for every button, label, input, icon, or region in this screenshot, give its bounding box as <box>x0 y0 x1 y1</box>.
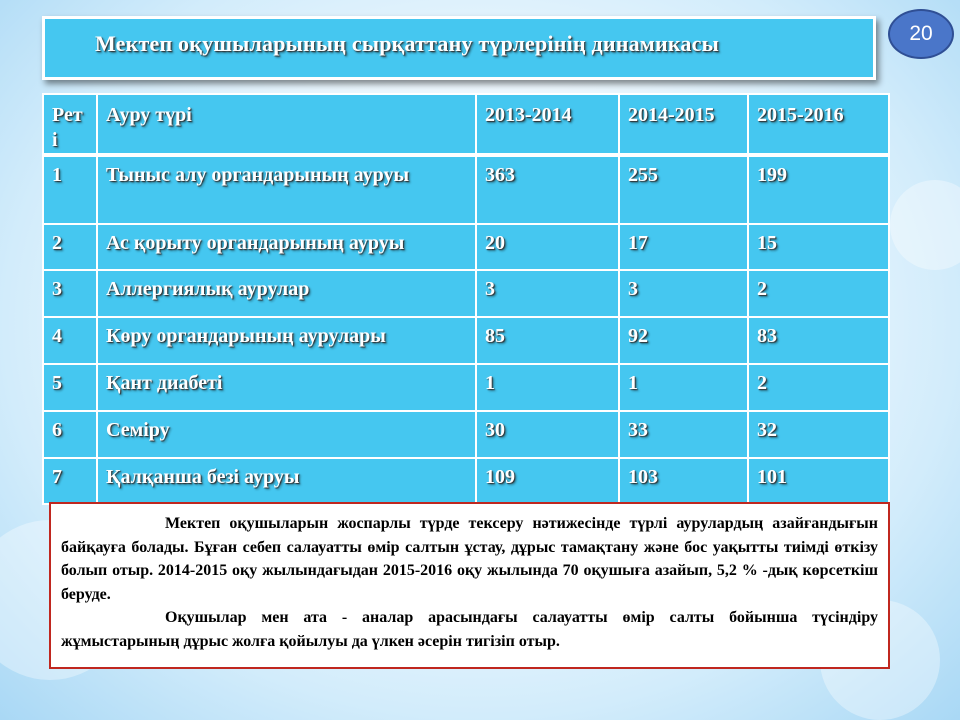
conclusion-paragraph-2: Оқушылар мен ата - аналар арасындағы салауатты өмір салты бойынша түсіндіру жұмыстарының дұрыс жолға қойылуы да үлкен әсерін тигізіп отыр. <box>61 609 878 650</box>
row-number: 3 <box>43 270 97 317</box>
conclusion-paragraph-1: Мектеп оқушыларын жоспарлы түрде тексеру нәтижесінде түрлі аурулардың азайғандығын байқауға болады. Бұған себеп салауатты өмір салтын ұстау, дұрыс тамақтану және бос уақытты тиімді өткізу болып отыр. 2014-2015 оқу жылындағыдан 2015-2016 оқу жылында 70 оқушыға азайып, 5,2 % -дық көрсеткіш беруде. <box>61 515 878 603</box>
value-2014-2015: 1 <box>619 364 748 411</box>
table-header-row <box>43 94 889 155</box>
slide-number: 20 <box>909 22 933 45</box>
header-disease-type: Ауру түрі <box>97 94 476 155</box>
value-2015-2016: 199 <box>748 155 889 224</box>
disease-table <box>42 93 890 505</box>
row-number: 7 <box>43 458 97 504</box>
disease-name: Қалқанша безі ауруы <box>97 458 476 504</box>
table-row <box>43 224 889 270</box>
value-2013-2014: 109 <box>476 458 619 504</box>
value-2013-2014: 363 <box>476 155 619 224</box>
row-number: 2 <box>43 224 97 270</box>
value-2015-2016: 15 <box>748 224 889 270</box>
value-2015-2016: 32 <box>748 411 889 458</box>
disease-name: Көру органдарының аурулары <box>97 317 476 364</box>
slide-number-badge <box>888 9 954 59</box>
disease-name: Ас қорыту органдарының ауруы <box>97 224 476 270</box>
value-2014-2015: 17 <box>619 224 748 270</box>
value-2013-2014: 20 <box>476 224 619 270</box>
conclusion-text-box <box>49 502 890 669</box>
value-2013-2014: 30 <box>476 411 619 458</box>
row-number: 1 <box>43 155 97 224</box>
disease-name: Семіру <box>97 411 476 458</box>
disease-name: Тыныс алу органдарының ауруы <box>97 155 476 224</box>
table-row <box>43 458 889 504</box>
table-row <box>43 364 889 411</box>
header-year-2013-2014: 2013-2014 <box>476 94 619 155</box>
table-row <box>43 155 889 224</box>
value-2015-2016: 101 <box>748 458 889 504</box>
value-2015-2016: 2 <box>748 364 889 411</box>
row-number: 6 <box>43 411 97 458</box>
row-number: 5 <box>43 364 97 411</box>
page-title: Мектеп оқушыларының сырқаттану түрлерінің динамикасы <box>95 31 719 56</box>
header-year-2014-2015: 2014-2015 <box>619 94 748 155</box>
table-row <box>43 411 889 458</box>
header-number: Рет і <box>43 94 97 155</box>
value-2014-2015: 255 <box>619 155 748 224</box>
value-2014-2015: 3 <box>619 270 748 317</box>
table-row <box>43 270 889 317</box>
disease-name: Аллергиялық аурулар <box>97 270 476 317</box>
value-2015-2016: 2 <box>748 270 889 317</box>
value-2014-2015: 103 <box>619 458 748 504</box>
value-2013-2014: 85 <box>476 317 619 364</box>
table-row <box>43 317 889 364</box>
disease-name: Қант диабеті <box>97 364 476 411</box>
value-2015-2016: 83 <box>748 317 889 364</box>
background-decoration <box>890 180 960 270</box>
value-2013-2014: 1 <box>476 364 619 411</box>
value-2013-2014: 3 <box>476 270 619 317</box>
title-panel <box>42 16 876 80</box>
value-2014-2015: 92 <box>619 317 748 364</box>
value-2014-2015: 33 <box>619 411 748 458</box>
row-number: 4 <box>43 317 97 364</box>
header-year-2015-2016: 2015-2016 <box>748 94 889 155</box>
